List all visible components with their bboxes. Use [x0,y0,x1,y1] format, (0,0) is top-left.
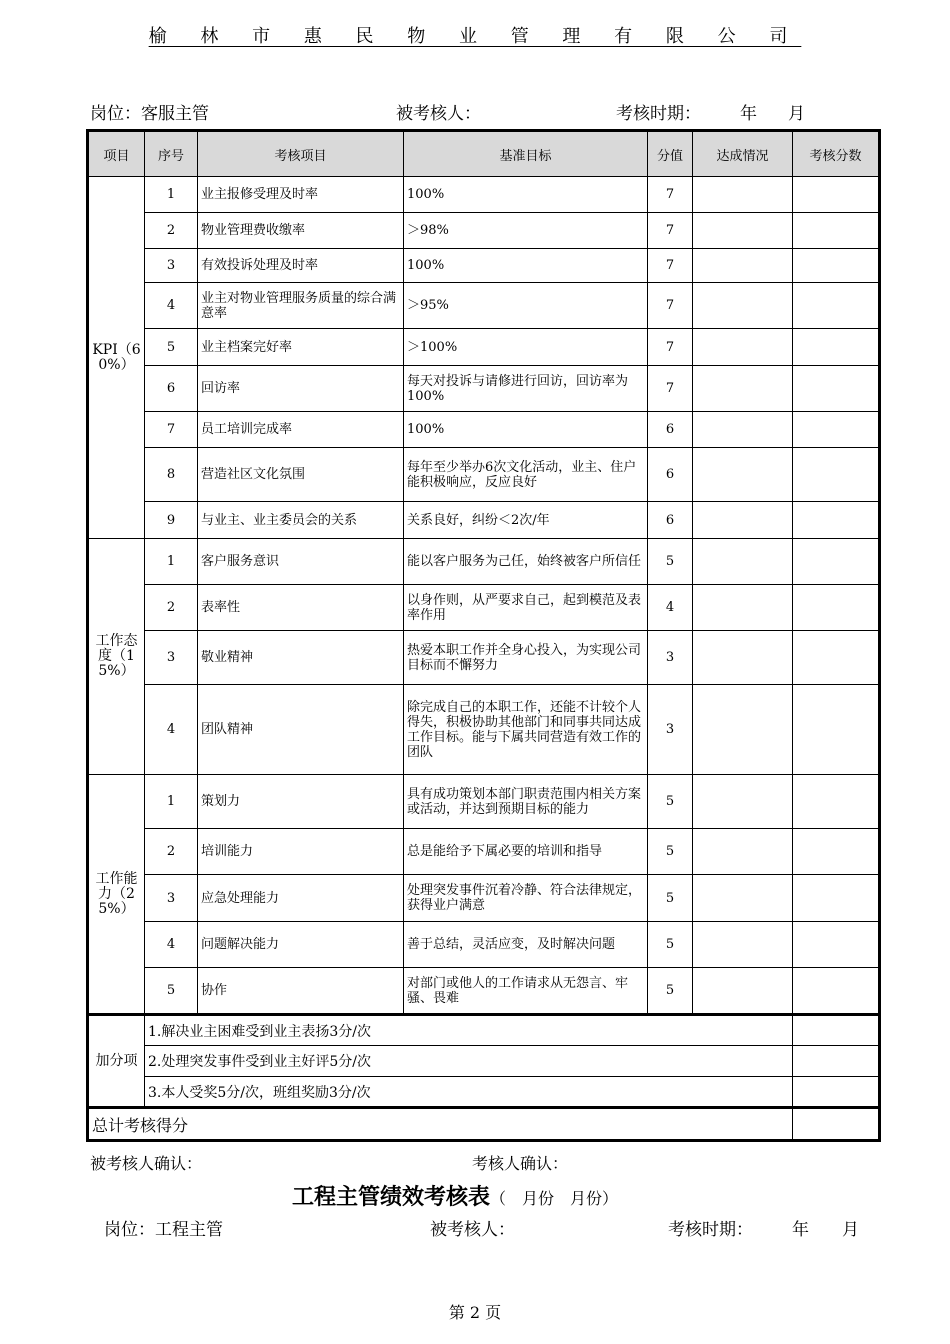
achievement-cell[interactable] [693,329,793,366]
item-no [145,631,198,685]
table-row [88,283,880,329]
item-score [648,922,693,968]
item-target [404,539,648,585]
item-name [198,685,404,775]
item-score-text: 6 [665,512,675,528]
item-score-text: 3 [665,650,675,665]
item-target [404,502,648,539]
item-name-text: 策划力 [201,794,241,809]
item-name-text: 问题解决能力 [201,937,280,952]
item-target-text: 100% [407,187,445,202]
item-score [648,875,693,922]
examiner-confirm: 考核人确认： [472,1154,569,1173]
item-name-text: 物业管理费收缴率 [201,223,306,238]
item-target [404,177,648,213]
achievement-cell[interactable] [693,366,793,412]
item-no [145,213,198,249]
item-score [648,968,693,1015]
item-target [404,922,648,968]
item-target [404,829,648,875]
achievement-cell[interactable] [693,412,793,448]
bonus-item: 3.本人受奖5分/次，班组奖励3分/次 [145,1077,793,1108]
item-no-text: 5 [166,339,176,355]
col-header-result: 考核分数 [793,131,880,177]
item-no-text: 4 [166,722,176,737]
table-row [88,922,880,968]
item-score [648,366,693,412]
result-cell[interactable] [793,585,880,631]
bonus-item: 1.解决业主困难受到业主表扬3分/次 [145,1015,793,1046]
item-score [648,502,693,539]
total-row [88,1108,880,1141]
achievement-cell[interactable] [693,448,793,502]
item-no-text: 2 [166,600,176,615]
result-cell[interactable] [793,249,880,283]
item-name-text: 培训能力 [201,844,254,859]
bonus-item: 2.处理突发事件受到业主好评5分/次 [145,1046,793,1077]
item-target-text: ＞95% [407,298,449,313]
item-score-text: 7 [665,298,675,313]
category-label: 工作态度（15%） [95,633,138,679]
item-score-text: 5 [665,794,675,809]
month-label: 月 [788,104,805,124]
achievement-cell[interactable] [693,631,793,685]
item-target-text: 每年至少举办6次文化活动，业主、住户能积极响应，反应良好 [407,459,637,490]
item-target-text: 除完成自己的本职工作，还能不计较个人得失，积极协助其他部门和同事共同达成工作目标。能与下属共同营造有效工作的团队 [407,699,642,760]
col-header-achievement: 达成情况 [693,131,793,177]
table-header-row [88,131,880,177]
item-target [404,249,648,283]
item-name-text: 敬业精神 [201,650,254,665]
item-name-text: 业主对物业管理服务质量的综合满意率 [201,290,397,321]
item-no [145,249,198,283]
item-target [404,366,648,412]
bonus-score-cell[interactable] [793,1046,880,1077]
result-cell[interactable] [793,968,880,1015]
item-target-text: 处理突发事件沉着冷静、符合法律规定，获得业户满意 [407,883,642,913]
item-target-text: 每天对投诉与请修进行回访，回访率为100% [407,373,629,404]
next-position-label: 岗位：工程主管 [104,1220,223,1240]
result-cell[interactable] [793,412,880,448]
item-no-text: 3 [166,650,176,665]
table-row [88,829,880,875]
item-name-text: 营造社区文化氛围 [201,467,306,482]
item-no [145,968,198,1015]
result-cell[interactable] [793,177,880,213]
category-label: KPI（60%） [92,341,141,373]
item-target [404,968,648,1015]
item-name [198,502,404,539]
item-name-text: 与业主、业主委员会的关系 [201,512,358,528]
item-score-text: 6 [665,467,675,482]
item-score-text: 5 [665,554,675,569]
item-score-text: 7 [665,339,675,355]
item-target-text: 关系良好，纠纷＜2次/年 [407,512,550,528]
item-no-text: 8 [166,467,176,482]
item-name-text: 客户服务意识 [201,554,280,569]
table-row [88,685,880,775]
col-header-category: 项目 [88,131,145,177]
assessment-table [86,129,881,1142]
achievement-cell[interactable] [693,775,793,829]
item-name-text: 协作 [201,983,228,998]
item-no-text: 4 [166,937,176,952]
position-label: 岗位：客服主管 [90,104,209,124]
item-target [404,412,648,448]
page-number: 第 2 页 [448,1303,502,1322]
item-name [198,366,404,412]
item-score [648,249,693,283]
table-row [88,329,880,366]
category-cell [88,539,145,775]
result-cell[interactable] [793,685,880,775]
bonus-score-cell[interactable] [793,1015,880,1046]
result-cell[interactable] [793,213,880,249]
next-form-title: 工程主管绩效考核表 [292,1184,491,1210]
table-row [88,366,880,412]
table-row [88,775,880,829]
item-name [198,249,404,283]
achievement-cell[interactable] [693,283,793,329]
item-name [198,775,404,829]
table-row [88,631,880,685]
bonus-row [88,1077,880,1108]
item-score-text: 7 [665,223,675,238]
item-no-text: 2 [166,844,176,859]
achievement-cell[interactable] [693,875,793,922]
item-no-text: 5 [166,983,176,998]
item-name-text: 业主报修受理及时率 [201,187,319,202]
next-period-label: 考核时期： [668,1220,753,1240]
item-name-text: 有效投诉处理及时率 [201,258,319,273]
item-name [198,631,404,685]
item-target-text: 热爱本职工作并全身心投入，为实现公司目标而不懈努力 [407,642,642,673]
result-cell[interactable] [793,875,880,922]
item-no [145,283,198,329]
result-cell[interactable] [793,539,880,585]
item-score-text: 5 [665,983,675,998]
result-cell[interactable] [793,631,880,685]
examinee-label: 被考核人： [396,104,481,124]
item-score [648,412,693,448]
item-no [145,502,198,539]
table-row [88,585,880,631]
item-score-text: 4 [665,600,675,615]
category-cell [88,177,145,539]
item-target-text: 100% [407,422,445,437]
item-score-text: 3 [665,722,675,737]
item-name [198,968,404,1015]
col-header-no: 序号 [145,131,198,177]
item-no [145,685,198,775]
result-cell[interactable] [793,502,880,539]
item-name [198,448,404,502]
item-target-text: ＞98% [407,223,449,238]
item-score-text: 5 [665,844,675,859]
item-score [648,631,693,685]
item-no-text: 2 [166,223,176,238]
result-cell[interactable] [793,775,880,829]
item-no-text: 1 [166,794,176,809]
item-score [648,775,693,829]
item-target [404,329,648,366]
item-no-text: 3 [166,258,176,273]
item-no [145,448,198,502]
table-row [88,213,880,249]
item-target-text: ＞100% [407,339,458,355]
item-no [145,875,198,922]
result-cell[interactable] [793,283,880,329]
item-score-text: 5 [665,890,675,906]
next-examinee-label: 被考核人： [430,1220,515,1240]
item-name-text: 表率性 [201,600,241,615]
achievement-cell[interactable] [693,922,793,968]
item-score [648,585,693,631]
item-target [404,283,648,329]
total-label: 总计考核得分 [88,1108,793,1141]
item-name [198,329,404,366]
table-row [88,412,880,448]
category-cell [88,775,145,1015]
item-score [648,283,693,329]
item-no [145,585,198,631]
item-no-text: 1 [166,187,176,202]
item-name [198,283,404,329]
item-target-text: 善于总结，灵活应变，及时解决问题 [407,937,616,952]
table-row [88,539,880,585]
item-no [145,922,198,968]
item-score-text: 7 [665,187,675,202]
item-target-text: 具有成功策划本部门职责范围内相关方案或活动，并达到预期目标的能力 [407,786,642,817]
item-no-text: 3 [166,890,176,906]
result-cell[interactable] [793,366,880,412]
item-target [404,775,648,829]
next-form-title-wrap [292,1180,618,1211]
achievement-cell[interactable] [693,968,793,1015]
table-row [88,448,880,502]
bonus-row [88,1015,880,1046]
next-year-label: 年 [792,1220,809,1240]
item-score [648,539,693,585]
item-target-text: 以身作则，从严要求自己，起到模范及表率作用 [407,592,642,623]
item-name [198,539,404,585]
result-cell[interactable] [793,448,880,502]
period-label: 考核时期： [616,104,701,124]
item-target [404,685,648,775]
item-no-text: 1 [166,554,176,569]
examinee-confirm: 被考核人确认： [90,1154,203,1173]
result-cell[interactable] [793,922,880,968]
item-name-text: 应急处理能力 [201,890,280,906]
item-target-text: 对部门或他人的工作请求从无怨言、牢骚、畏难 [407,975,629,1006]
item-score-text: 7 [665,258,675,273]
item-name-text: 员工培训完成率 [201,422,293,437]
achievement-cell[interactable] [693,502,793,539]
total-value-cell[interactable] [793,1108,880,1141]
item-no [145,366,198,412]
item-target [404,448,648,502]
item-name [198,412,404,448]
bonus-score-cell[interactable] [793,1077,880,1108]
company-name: 榆 林 市 惠 民 物 业 管 理 有 限 公 司 [148,26,802,47]
achievement-cell[interactable] [693,585,793,631]
item-name-text: 团队精神 [201,722,254,737]
item-name-text: 回访率 [201,381,241,396]
result-cell[interactable] [793,829,880,875]
item-no [145,329,198,366]
bonus-category-label: 加分项 [95,1052,138,1069]
item-no-text: 6 [166,381,176,396]
achievement-cell[interactable] [693,685,793,775]
item-no [145,412,198,448]
col-header-target: 基准目标 [404,131,648,177]
col-header-item: 考核项目 [198,131,404,177]
achievement-cell[interactable] [693,177,793,213]
item-score-text: 7 [665,381,675,396]
item-name [198,829,404,875]
item-name [198,922,404,968]
item-score [648,448,693,502]
next-form-month: （ 月份 月份） [490,1189,619,1208]
year-label: 年 [740,104,757,124]
item-score [648,177,693,213]
item-name [198,213,404,249]
item-target [404,213,648,249]
achievement-cell[interactable] [693,213,793,249]
item-score [648,329,693,366]
table-row [88,177,880,213]
item-name [198,177,404,213]
item-no [145,177,198,213]
item-no-text: 4 [166,298,176,313]
item-no-text: 9 [166,512,176,528]
next-month-label: 月 [842,1220,859,1240]
table-row [88,502,880,539]
achievement-cell[interactable] [693,539,793,585]
item-score-text: 5 [665,937,675,952]
category-label: 工作能力（25%） [95,870,138,917]
table-row [88,968,880,1015]
item-name [198,585,404,631]
item-target-text: 100% [407,258,445,273]
item-no [145,829,198,875]
bonus-category-cell [88,1015,145,1108]
table-row [88,249,880,283]
item-score [648,829,693,875]
item-target [404,631,648,685]
achievement-cell[interactable] [693,249,793,283]
item-target [404,585,648,631]
item-target [404,875,648,922]
item-no-text: 7 [166,422,176,437]
item-name-text: 业主档案完好率 [201,339,293,355]
item-score-text: 6 [665,422,675,437]
item-score [648,213,693,249]
item-name [198,875,404,922]
achievement-cell[interactable] [693,829,793,875]
item-target-text: 能以客户服务为己任，始终被客户所信任 [407,554,642,569]
item-score [648,685,693,775]
item-no [145,775,198,829]
item-target-text: 总是能给予下属必要的培训和指导 [407,844,603,859]
table-row [88,875,880,922]
result-cell[interactable] [793,329,880,366]
bonus-row [88,1046,880,1077]
col-header-score: 分值 [648,131,693,177]
item-no [145,539,198,585]
